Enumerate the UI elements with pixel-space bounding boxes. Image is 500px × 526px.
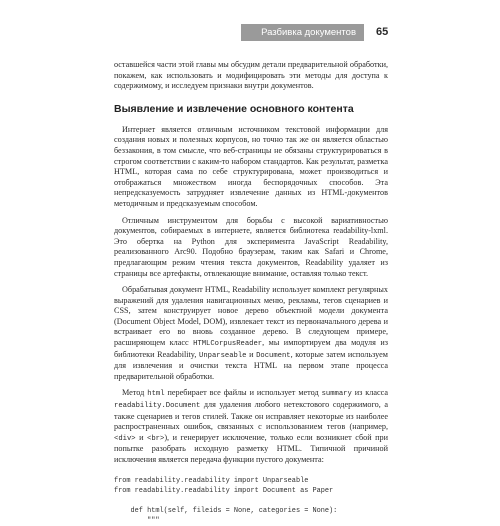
text-run: для удаления любого нетекстового содержимого, а также сценариев и тегов стилей. Также он исправляет некоторые из наиболее распространенных ошибок, связанных с использованием тегов (например,	[114, 400, 388, 432]
text-run: ), и генерирует исключение, только если возникнет сбой при попытке разобрать исходную разметку HTML. Типичной причиной исключения является передача функции пустого документа:	[114, 432, 388, 464]
paragraph-web-sources: Интернет является отличным источником текстовой информации для создания новых и полезных корпусов, но точно так же он является областью беззакония, в том смысле, что веб-страницы не обязаны структурироваться в строгом соответствии с каким-то набором стандартов. Как результат, разметка HTML, которая сама по себе структурирована, может производиться и отображаться множеством иногда беспорядочных способов. Эта непредсказуемость затрудняет извлечение данных из HTML-документов методичным и предсказуемым способом.	[114, 124, 388, 208]
inline-code: <br>	[147, 434, 165, 443]
paragraph-html-method	[114, 388, 388, 465]
section-heading: Выявление и извлечение основного контента	[114, 102, 354, 115]
code-line: from readability.readability import Document as Paper	[114, 486, 334, 495]
text-run: и	[135, 432, 148, 442]
text-run: , мы импортируем два модуля из библиотеки Readability,	[114, 338, 388, 359]
code-line: """	[114, 516, 160, 525]
inline-code: Document	[256, 351, 291, 360]
code-line: from readability.readability import Unparseable	[114, 476, 309, 485]
text-run: , которые затем используем для извлечения и очистки текста HTML на первом этапе процесса предварительной обработки.	[114, 349, 388, 381]
code-line	[114, 496, 388, 506]
inline-code: readability.Document	[114, 402, 201, 411]
text-run: и	[246, 349, 257, 359]
page-body	[114, 60, 388, 526]
running-header	[241, 24, 364, 41]
paragraph-readability-intro: Отличным инструментом для борьбы с высокой вариативностью документов, собираемых в интернете, является библиотека readability-lxml. Это обертка на Python для эксперимента JavaScript Readability, реализованного Arc90. Подобно браузерам, таким как Safari и Chrome, предлагающим режим чтения текста документов, Readability удаляет из страницы все артефакты, отвлекающие внимание, оставляя только текст.	[114, 215, 388, 278]
running-title: Разбивка документов	[261, 27, 356, 38]
code-line: def html(self, fileids = None, categories = None):	[114, 506, 338, 515]
page-number: 65	[376, 26, 389, 38]
inline-code: HTMLCorpusReader	[193, 340, 263, 349]
inline-code: <div>	[114, 434, 136, 443]
text-run: Обрабатывая документ HTML, Readability использует комплект регулярных выражений для удаления навигационных меню, рекламы, тегов сценариев и CSS, затем конструирует новое дерево объектной модели документа (Document Object Model, DOM), извлекает текст из первоначального дерева и встраивает его во вновь созданное дерево. В следующем примере, расширяющем класс	[114, 285, 388, 348]
inline-code: html	[147, 390, 165, 399]
inline-code: summary	[321, 390, 352, 399]
inline-code: Unparseable	[199, 351, 247, 360]
intro-paragraph: оставшейся части этой главы мы обсудим детали предварительной обработки, покажем, как использовать и модифицировать эти методы для доступа к содержимому, и исследуем признаки внутри документов.	[114, 60, 388, 91]
text-run: перебирает все файлы и использует метод	[164, 388, 322, 398]
text-run: Метод	[122, 388, 148, 398]
code-block	[114, 476, 388, 526]
text-run: из класса	[351, 388, 388, 398]
paragraph-readability-processing	[114, 285, 388, 382]
